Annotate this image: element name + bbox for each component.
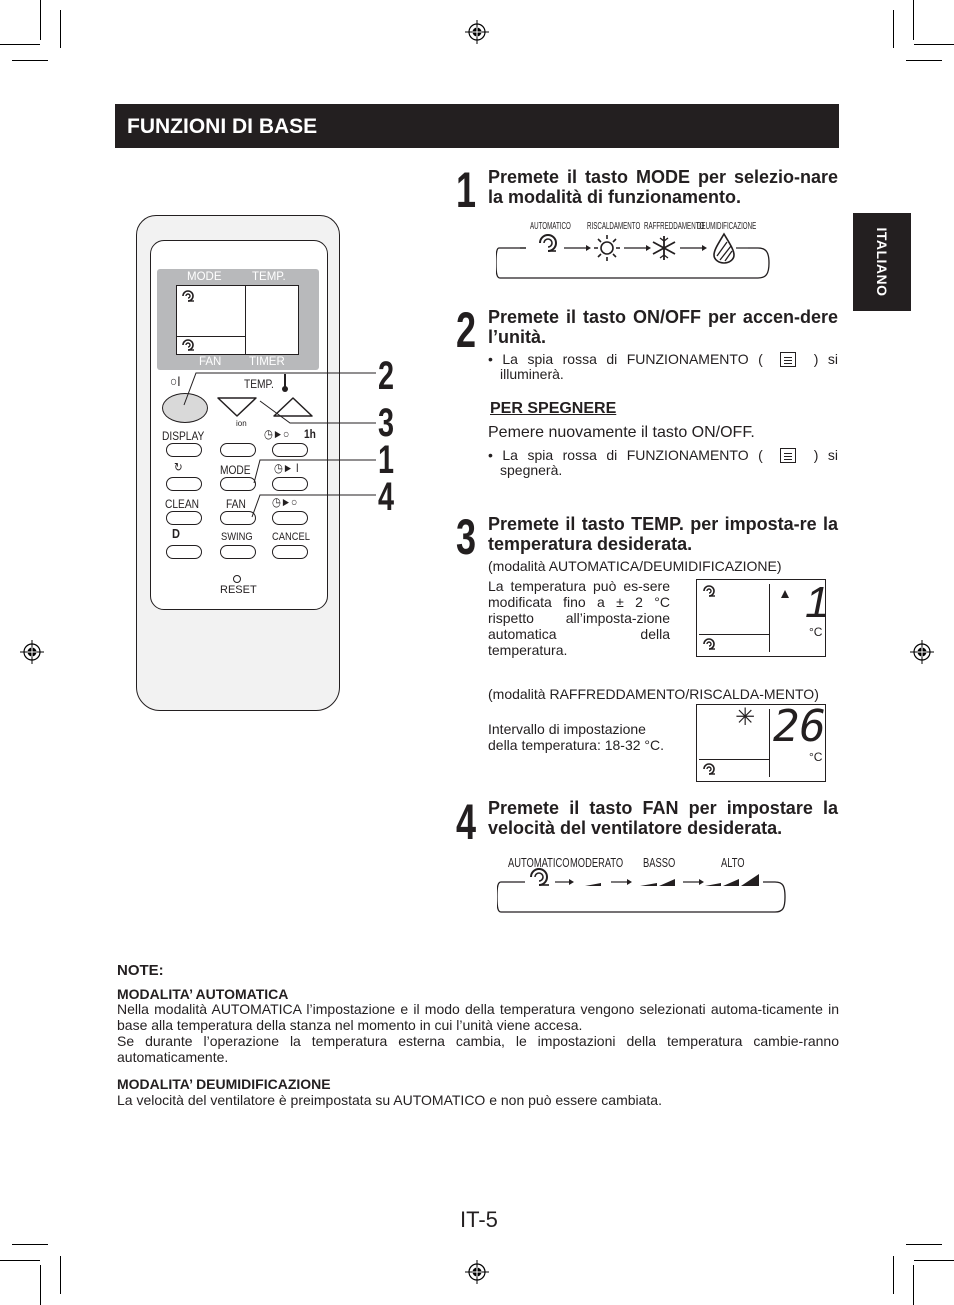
reset-button[interactable] [233,575,241,583]
sleep-button[interactable] [166,545,202,559]
callout-1: 1 [378,438,395,482]
step-title: Premete il tasto TEMP. per imposta-re la temperatura desiderata. [488,514,838,554]
celsius-unit: °C [809,625,823,639]
bullet-text: • La spia rossa di FUNZIONAMENTO ( ) si illuminerà. [488,351,838,382]
fan-seq-label: BASSO [643,855,676,870]
fan-auto-icon [180,338,196,352]
fan-seq-label: ALTO [721,855,745,870]
fan-label: FAN [226,497,246,511]
mode-label: MODE [220,463,251,477]
page-number: IT-5 [460,1207,498,1232]
swing-button[interactable] [220,545,256,559]
lcd-timer-label: TIMER [249,356,285,368]
fan-auto-icon [701,762,717,776]
auto-display [696,578,830,657]
cancel-button[interactable] [272,545,308,559]
snowflake-icon: ✳ [735,704,756,731]
ion-label: ion [236,419,247,428]
step-number: 2 [456,302,477,358]
temperature-digits: 26 [773,701,826,752]
auto-text: La temperatura può es-sere modificata fino a ± 2 °C rispetto all’imposta-zione automatica della temperatura. [488,578,670,658]
temp-offset-digit: 1 [805,578,830,627]
range-text: Intervallo di impostazione [488,721,646,737]
step-number: 4 [456,794,477,850]
registration-mark-icon [910,640,934,664]
lcd-screen [176,285,299,355]
notes-heading: NOTE: [117,962,164,979]
callout-2: 2 [378,354,395,398]
operation-lamp-icon [780,448,796,463]
up-arrow-icon [780,589,790,599]
auto-mode-icon [180,289,196,303]
registration-mark-icon [465,20,489,44]
step-number: 1 [456,162,477,218]
notes-subheading: MODALITA’ AUTOMATICA [117,986,289,1002]
cool-display [696,701,826,782]
language-tab-label: ITALIANO [874,227,890,297]
swing-label: SWING [221,531,253,543]
mode-seq-label: DEUMIDIFICAZIONE [697,221,757,232]
step-number: 3 [456,509,477,565]
fan-seq-label: MODERATO [570,855,624,870]
fan-speed-cycle-diagram [497,866,787,916]
cancel-label: CANCEL [272,531,310,543]
notes-paragraph: Se durante l’operazione la temperatura esterna cambia, le impostazioni della temperatura cambie-ranno automaticamente. [117,1033,839,1065]
lcd-fan-label: FAN [199,356,222,368]
fan-auto-icon [701,637,717,651]
mode-heading: (modalità RAFFREDDAMENTO/RISCALDA-MENTO) [488,686,819,702]
swirl-icon: ↻ [174,460,183,474]
section-title: FUNZIONI DI BASE [127,115,318,138]
off-heading: PER SPEGNERE [490,400,617,417]
fan-seq-label: AUTOMATICO [508,855,570,870]
operation-lamp-icon [780,352,796,367]
clean-label: CLEAN [165,497,200,511]
step-title: Premete il tasto ON/OFF per accen-dere l’unità. [488,307,838,347]
timer-on-icon: ◷►○ [264,427,290,441]
mode-seq-label: RISCALDAMENTO [587,221,641,232]
lcd-temp-label: TEMP. [252,271,286,283]
power-symbol-label: ○I [170,373,181,389]
temp-label: TEMP. [244,377,274,391]
reset-label: RESET [220,584,257,596]
display-label: DISPLAY [162,429,205,443]
callout-3: 3 [378,401,395,445]
mode-seq-label: RAFFREDDAMENTO [644,221,705,232]
bullet-text: • La spia rossa di FUNZIONAMENTO ( ) si spegnerà. [488,447,838,478]
notes-paragraph: La velocità del ventilatore è preimpostata su AUTOMATICO e non può essere cambiata. [117,1092,662,1108]
callout-4: 4 [378,475,395,519]
step-title: Premete il tasto MODE per selezio-nare la modalità di funzionamento. [488,167,838,207]
step-title: Premete il tasto FAN per impostare la velocità del ventilatore desiderata. [488,798,838,838]
lcd-mode-label: MODE [187,271,222,283]
timer-off-icon: ◷► I [274,461,299,475]
notes-subheading: MODALITA’ DEUMIDIFICAZIONE [117,1076,331,1092]
one-hour-label: 1h [304,427,316,441]
language-tab [853,213,911,311]
auto-mode-icon [701,584,717,598]
mode-heading: (modalità AUTOMATICA/DEUMIDIFICAZIONE) [488,558,782,574]
registration-mark-icon [465,1260,489,1284]
notes-paragraph: Nella modalità AUTOMATICA l’impostazione e il modo della temperatura vengono selezionati automa-ticamente in base alla temperatura della stanza nel momento in cui l’unità viene accesa. [117,1001,839,1033]
registration-mark-icon [20,640,44,664]
mode-seq-label: AUTOMATICO [530,221,571,232]
range-text: della temperatura: 18-32 °C. [488,737,665,753]
timer-on-icon: ◷►○ [272,495,298,509]
celsius-unit: °C [809,750,823,764]
section-header [115,104,839,148]
moon-icon: D [172,526,180,541]
off-text: Pemere nuovamente il tasto ON/OFF. [488,424,755,441]
mode-cycle-diagram [496,232,772,282]
callout-lines [180,365,380,525]
